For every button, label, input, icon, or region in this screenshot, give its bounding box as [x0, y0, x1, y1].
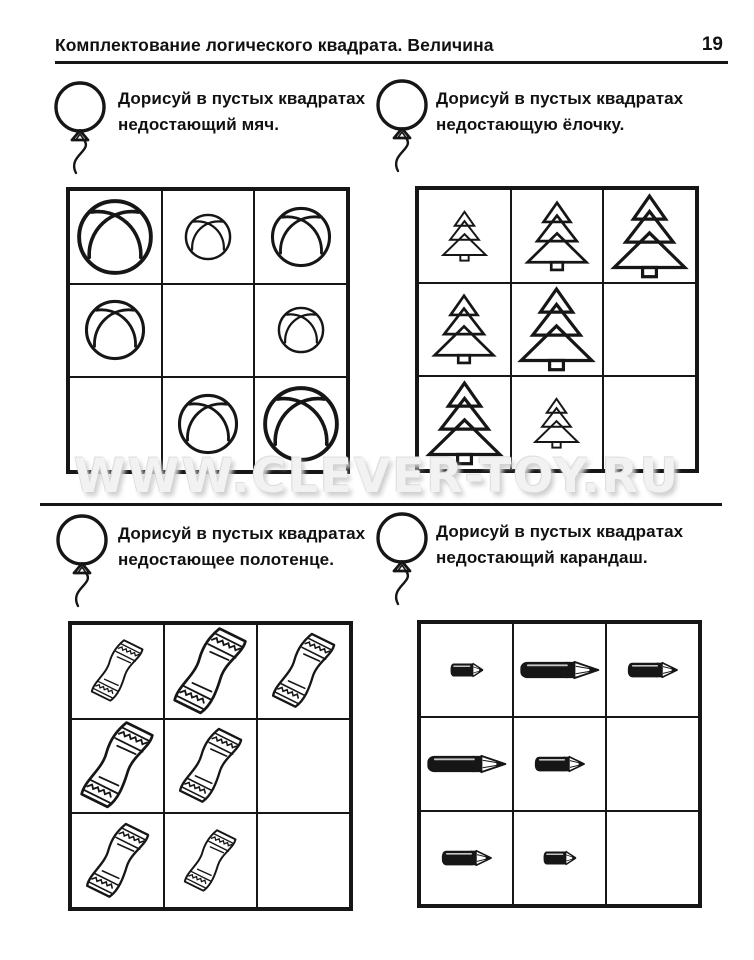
grid-cell — [71, 813, 164, 908]
towel-icon-wrap — [178, 824, 243, 898]
pencil-grid — [417, 620, 702, 908]
towel-icon-wrap — [72, 714, 163, 818]
grid-cell — [513, 623, 606, 717]
balloon-icon — [52, 513, 114, 609]
tree-icon-small — [533, 397, 580, 449]
towel-icon-large — [165, 619, 256, 723]
page-header — [55, 34, 723, 56]
towel-icon-medium — [172, 721, 250, 811]
pencil-icon-medium — [441, 849, 493, 867]
grid-cell — [511, 283, 604, 377]
towel-icon-wrap — [85, 634, 150, 708]
grid-cell — [254, 284, 347, 378]
grid-cell — [511, 189, 604, 283]
towel-icon-wrap — [172, 721, 250, 811]
grid-cell-empty — [606, 811, 699, 905]
grid-cell-empty — [257, 813, 350, 908]
balloon-icon — [372, 78, 434, 174]
grid-cell-empty — [69, 377, 162, 471]
grid-cell — [162, 377, 255, 471]
grid-cell — [69, 190, 162, 284]
grid-cell — [420, 623, 513, 717]
grid-cell — [254, 190, 347, 284]
header-title: Комплектование логического квадрата. Величина — [55, 35, 494, 55]
tree-icon-small — [441, 210, 488, 262]
pencil-icon-large — [426, 754, 508, 774]
grid-cell — [511, 376, 604, 470]
ball-icon-medium — [177, 393, 239, 455]
tree-icon-medium — [432, 293, 496, 365]
grid-cell — [603, 189, 696, 283]
ball-icon-medium — [84, 299, 146, 361]
grid-cell — [418, 283, 511, 377]
grid-cell — [257, 624, 350, 719]
tree-icon-large — [611, 193, 688, 279]
balloon-icon — [372, 511, 434, 607]
balloon-icon — [50, 80, 112, 176]
grid-cell — [420, 717, 513, 811]
instruction-text: Дорисуй в пустых квадратах недостающую ёлочку. — [436, 89, 684, 135]
instruction-text: Дорисуй в пустых квадратах недостающий мяч. — [118, 89, 366, 135]
tree-icon-large — [518, 286, 595, 372]
grid-cell — [418, 376, 511, 470]
grid-cell — [164, 624, 257, 719]
pencil-icon-large — [519, 660, 601, 680]
ball-icon-small — [184, 213, 232, 261]
grid-cell — [420, 811, 513, 905]
grid-cell-empty — [606, 717, 699, 811]
ball-grid — [66, 187, 350, 474]
header-rule — [55, 61, 728, 64]
ball-icon-medium — [270, 206, 332, 268]
page-number: 19 — [701, 34, 723, 55]
tree-grid — [415, 186, 699, 473]
towel-icon-wrap — [265, 627, 343, 717]
ball-icon-large — [262, 385, 340, 463]
towel-icon-small — [178, 824, 243, 898]
grid-cell — [164, 719, 257, 814]
grid-cell — [254, 377, 347, 471]
instruction-text: Дорисуй в пустых квадратах недостающее полотенце. — [118, 524, 366, 570]
grid-cell — [513, 811, 606, 905]
pencil-icon-medium — [534, 755, 586, 773]
grid-cell — [164, 813, 257, 908]
towel-icon-medium — [79, 816, 157, 906]
grid-cell — [71, 624, 164, 719]
ball-icon-large — [76, 198, 154, 276]
watermark: WWW.CLEVER-TOY.RU — [73, 449, 681, 504]
grid-cell-empty — [603, 376, 696, 470]
tree-icon-medium — [525, 200, 589, 272]
grid-cell — [162, 190, 255, 284]
grid-cell — [69, 284, 162, 378]
towel-icon-medium — [265, 627, 343, 717]
pencil-icon-small — [543, 850, 577, 866]
pencil-icon-small — [450, 662, 484, 678]
towel-icon-wrap — [165, 619, 256, 723]
tree-icon-large — [426, 380, 503, 466]
grid-cell-empty — [162, 284, 255, 378]
towel-icon-large — [72, 714, 163, 818]
ball-icon-small — [277, 306, 325, 354]
towel-icon-small — [85, 634, 150, 708]
instruction-text: Дорисуй в пустых квадратах недостающий карандаш. — [436, 522, 684, 568]
grid-cell-empty — [603, 283, 696, 377]
section-divider — [40, 503, 722, 506]
grid-cell — [418, 189, 511, 283]
towel-grid — [68, 621, 353, 911]
grid-cell — [513, 717, 606, 811]
pencil-icon-medium — [627, 661, 679, 679]
towel-icon-wrap — [79, 816, 157, 906]
grid-cell — [71, 719, 164, 814]
grid-cell — [606, 623, 699, 717]
grid-cell-empty — [257, 719, 350, 814]
